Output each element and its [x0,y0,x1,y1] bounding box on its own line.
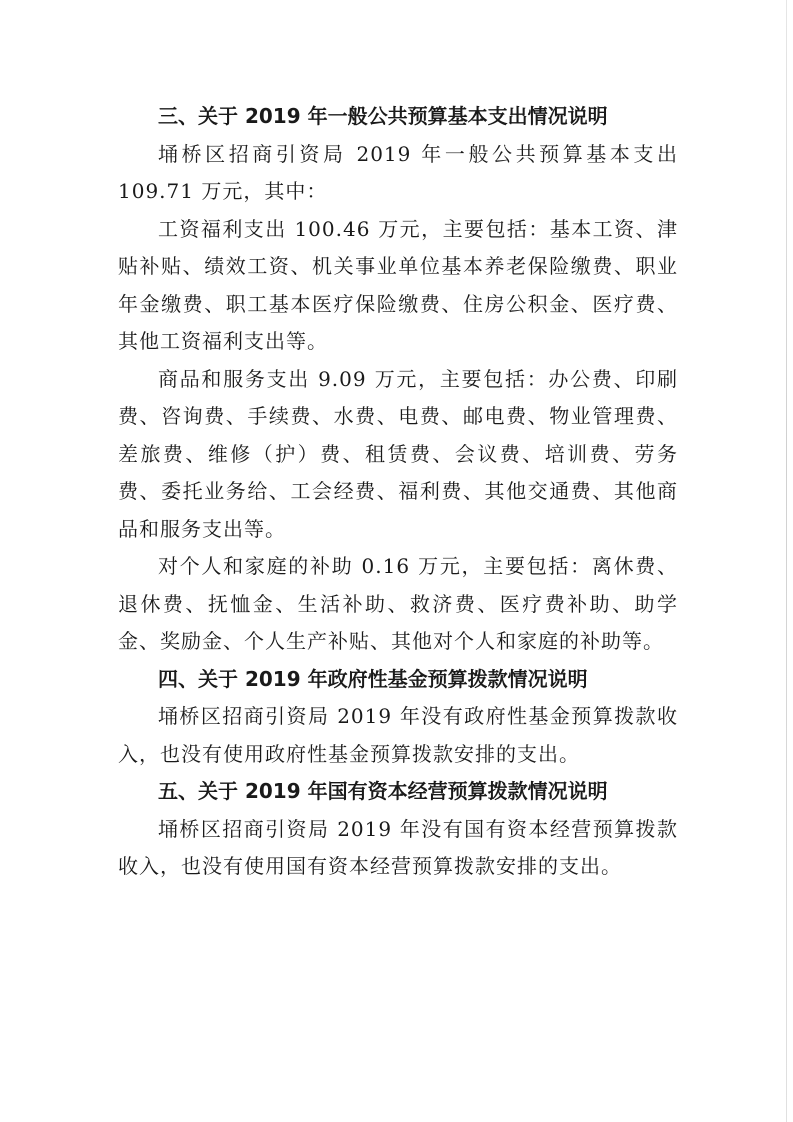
document-body [118,98,678,886]
section-4-paragraph: 埇桥区招商引资局 2019 年没有政府性基金预算拨款收入，也没有使用政府性基金预算拨款安排的支出。 [118,704,678,766]
section-5-paragraph: 埇桥区招商引资局 2019 年没有国有资本经营预算拨款收入，也没有使用国有资本经营预算拨款安排的支出。 [118,816,678,878]
section-3-paragraph-total: 埇桥区招商引资局 2019 年一般公共预算基本支出 109.71 万元，其中： [118,141,678,203]
section-4-heading: 四、关于 2019 年政府性基金预算拨款情况说明 [158,666,588,691]
scan-edge-line [786,0,787,1122]
section-3-paragraph-wages: 工资福利支出 100.46 万元，主要包括：基本工资、津贴补贴、绩效工资、机关事业单位基本养老保险缴费、职业年金缴费、职工基本医疗保险缴费、住房公积金、医疗费、其他工资福利支出等。 [118,216,678,353]
section-3-paragraph-subsidies: 对个人和家庭的补助 0.16 万元，主要包括：离休费、退休费、抚恤金、生活补助、救济费、医疗费补助、助学金、奖励金、个人生产补贴、其他对个人和家庭的补助等。 [118,554,678,653]
section-3-heading: 三、关于 2019 年一般公共预算基本支出情况说明 [158,104,608,128]
section-5-heading: 五、关于 2019 年国有资本经营预算拨款情况说明 [158,779,608,803]
section-3-paragraph-goods-services: 商品和服务支出 9.09 万元，主要包括：办公费、印刷费、咨询费、手续费、水费、电费、邮电费、物业管理费、差旅费、维修（护）费、租赁费、会议费、培训费、劳务费、委托业务给、工会经费、福利费、其他交通费、其他商品和服务支出等。 [118,366,678,541]
